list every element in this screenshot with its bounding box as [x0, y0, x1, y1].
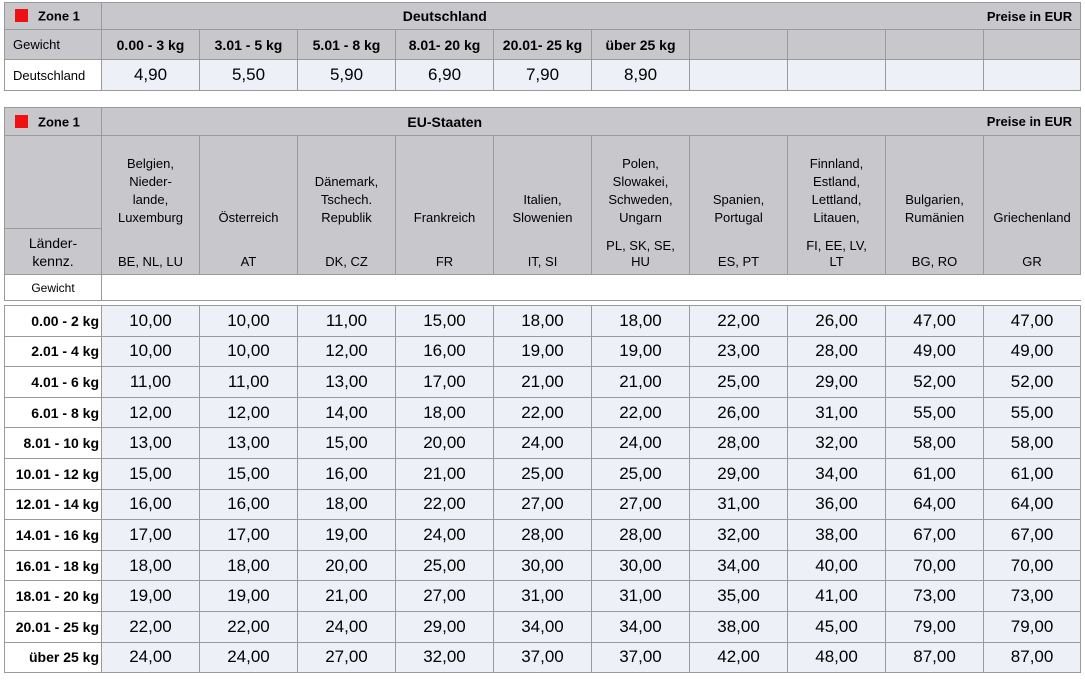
country-code-header	[886, 229, 984, 275]
empty-cell	[886, 30, 984, 60]
price-cell: 49,00	[984, 336, 1081, 367]
price-cell: 61,00	[886, 458, 984, 489]
price-cell: 64,00	[886, 489, 984, 520]
zone-marker-icon	[15, 9, 28, 22]
zone-label: Zone 1	[38, 8, 80, 24]
zone-cell	[5, 3, 102, 30]
price-cell: 58,00	[886, 428, 984, 459]
price-cell: 12,00	[200, 397, 298, 428]
empty-cell	[886, 60, 984, 91]
country-code-label-text: Länder- kennz.	[28, 234, 78, 269]
price-cell: 19,00	[298, 520, 396, 551]
weight-label: Gewicht	[5, 30, 102, 60]
price-cell: 24,00	[298, 611, 396, 642]
empty-cell	[690, 60, 788, 91]
table-row	[5, 489, 1081, 520]
empty-cell	[984, 60, 1081, 91]
price-cell: 11,00	[200, 367, 298, 398]
price-cell: 49,00	[886, 336, 984, 367]
currency-note: Preise in EUR	[788, 3, 1081, 30]
price-cell: 21,00	[298, 581, 396, 612]
price-cell: 22,00	[690, 306, 788, 337]
price-cell: 34,00	[494, 611, 592, 642]
price-cell: 31,00	[592, 581, 690, 612]
country-code-text: ES, PT	[717, 254, 760, 269]
table-row	[5, 428, 1081, 459]
country-code-header	[102, 229, 200, 275]
price-cell: 18,00	[494, 306, 592, 337]
price-cell: 73,00	[886, 581, 984, 612]
price-cell: 67,00	[886, 520, 984, 551]
price-cell: 27,00	[396, 581, 494, 612]
germany-weight-row	[5, 30, 1081, 60]
price-cell: 52,00	[984, 367, 1081, 398]
weight-header: 8.01- 20 kg	[396, 30, 494, 60]
country-name-header	[592, 136, 690, 229]
price-cell: 31,00	[788, 397, 886, 428]
price-cell: 48,00	[788, 642, 886, 673]
price-cell: 64,00	[984, 489, 1081, 520]
price-cell: 12,00	[298, 336, 396, 367]
weight-range-label: 0.00 - 2 kg	[5, 306, 102, 337]
price-cell: 40,00	[788, 550, 886, 581]
table-row	[5, 642, 1081, 673]
table-row	[5, 611, 1081, 642]
eu-country-row	[5, 136, 1081, 229]
zone-label: Zone 1	[38, 113, 80, 129]
weight-range-label: 2.01 - 4 kg	[5, 336, 102, 367]
price-cell: 24,00	[494, 428, 592, 459]
country-name-header	[788, 136, 886, 229]
empty-cell	[788, 30, 886, 60]
price-cell: 25,00	[396, 550, 494, 581]
price-cell: 18,00	[396, 397, 494, 428]
country-name-text: Bulgarien, Rumänien	[904, 191, 965, 225]
price-cell: 15,00	[200, 458, 298, 489]
weight-header: 20.01- 25 kg	[494, 30, 592, 60]
price-cell: 10,00	[102, 306, 200, 337]
price-cell: 34,00	[690, 550, 788, 581]
price-cell: 41,00	[788, 581, 886, 612]
price-cell: 22,00	[494, 397, 592, 428]
table-row	[5, 581, 1081, 612]
price-cell: 24,00	[396, 520, 494, 551]
price-cell: 28,00	[690, 428, 788, 459]
weight-range-label: 14.01 - 16 kg	[5, 520, 102, 551]
germany-price-table	[4, 2, 1081, 91]
weight-range-label: 8.01 - 10 kg	[5, 428, 102, 459]
country-name-text: Polen, Slowakei, Schweden, Ungarn	[608, 155, 673, 225]
country-code-label	[5, 229, 102, 275]
country-code-header	[690, 229, 788, 275]
price-cell: 52,00	[886, 367, 984, 398]
price-cell: 34,00	[788, 458, 886, 489]
price-cell: 38,00	[788, 520, 886, 551]
eu-price-body	[5, 306, 1081, 673]
price-cell: 73,00	[984, 581, 1081, 612]
price-cell: 25,00	[494, 458, 592, 489]
price-cell: 8,90	[592, 60, 690, 91]
eu-title: EU-Staaten	[102, 108, 788, 136]
price-cell: 26,00	[690, 397, 788, 428]
price-cell: 31,00	[690, 489, 788, 520]
country-name-text: Griechenland	[993, 209, 1071, 225]
price-cell: 13,00	[298, 367, 396, 398]
price-cell: 20,00	[298, 550, 396, 581]
price-cell: 27,00	[298, 642, 396, 673]
price-cell: 13,00	[200, 428, 298, 459]
price-cell: 70,00	[886, 550, 984, 581]
price-cell: 11,00	[298, 306, 396, 337]
country-name-header	[690, 136, 788, 229]
table-row	[5, 336, 1081, 367]
price-cell: 29,00	[396, 611, 494, 642]
price-cell: 18,00	[200, 550, 298, 581]
price-cell: 6,90	[396, 60, 494, 91]
country-name-header	[298, 136, 396, 229]
price-cell: 21,00	[494, 367, 592, 398]
price-cell: 19,00	[102, 581, 200, 612]
weight-header: 0.00 - 3 kg	[102, 30, 200, 60]
country-name-header	[102, 136, 200, 229]
country-code-text: GR	[1022, 254, 1042, 269]
country-code-text: AT	[240, 254, 257, 269]
country-code-header	[592, 229, 690, 275]
price-cell: 58,00	[984, 428, 1081, 459]
price-cell: 70,00	[984, 550, 1081, 581]
price-cell: 27,00	[592, 489, 690, 520]
price-cell: 37,00	[592, 642, 690, 673]
price-cell: 28,00	[592, 520, 690, 551]
price-cell: 38,00	[690, 611, 788, 642]
country-code-header	[200, 229, 298, 275]
price-cell: 24,00	[592, 428, 690, 459]
price-cell: 28,00	[788, 336, 886, 367]
price-cell: 45,00	[788, 611, 886, 642]
weight-header: über 25 kg	[592, 30, 690, 60]
price-cell: 15,00	[102, 458, 200, 489]
country-name-text: Belgien, Nieder- lande, Luxemburg	[117, 155, 184, 225]
price-cell: 79,00	[886, 611, 984, 642]
price-cell: 15,00	[396, 306, 494, 337]
price-cell: 22,00	[592, 397, 690, 428]
empty-cell	[984, 30, 1081, 60]
price-cell: 34,00	[592, 611, 690, 642]
price-cell: 18,00	[102, 550, 200, 581]
price-cell: 25,00	[592, 458, 690, 489]
price-cell: 29,00	[788, 367, 886, 398]
price-cell: 42,00	[690, 642, 788, 673]
country-code-text: BE, NL, LU	[117, 254, 184, 269]
price-cell: 18,00	[592, 306, 690, 337]
price-cell: 4,90	[102, 60, 200, 91]
price-cell: 24,00	[102, 642, 200, 673]
weight-range-label: 16.01 - 18 kg	[5, 550, 102, 581]
price-cell: 13,00	[102, 428, 200, 459]
price-cell: 18,00	[298, 489, 396, 520]
row-label: Deutschland	[5, 60, 102, 91]
price-cell: 61,00	[984, 458, 1081, 489]
table-row	[5, 367, 1081, 398]
eu-weight-label-row	[5, 275, 1081, 301]
country-code-header	[494, 229, 592, 275]
price-cell: 27,00	[494, 489, 592, 520]
price-cell: 26,00	[788, 306, 886, 337]
germany-header-row	[5, 3, 1081, 30]
country-code-header	[396, 229, 494, 275]
weight-range-label: 20.01 - 25 kg	[5, 611, 102, 642]
weight-range-label: über 25 kg	[5, 642, 102, 673]
price-cell: 47,00	[984, 306, 1081, 337]
currency-note: Preise in EUR	[788, 108, 1081, 136]
country-code-text: BG, RO	[911, 254, 958, 269]
price-cell: 19,00	[200, 581, 298, 612]
country-name-text: Spanien, Portugal	[712, 191, 765, 225]
country-name-header	[200, 136, 298, 229]
weight-range-label: 12.01 - 14 kg	[5, 489, 102, 520]
country-code-header	[298, 229, 396, 275]
price-cell: 28,00	[494, 520, 592, 551]
price-cell: 15,00	[298, 428, 396, 459]
price-cell: 10,00	[200, 336, 298, 367]
price-cell: 25,00	[690, 367, 788, 398]
price-cell: 17,00	[200, 520, 298, 551]
price-cell: 16,00	[396, 336, 494, 367]
country-code-text: IT, SI	[527, 254, 558, 269]
price-cell: 32,00	[690, 520, 788, 551]
country-name-text: Frankreich	[413, 209, 476, 225]
country-code-text: FI, EE, LV, LT	[806, 238, 867, 269]
empty-band	[102, 275, 1081, 301]
price-cell: 14,00	[298, 397, 396, 428]
eu-code-row	[5, 229, 1081, 275]
price-cell: 87,00	[886, 642, 984, 673]
price-cell: 11,00	[102, 367, 200, 398]
table-row	[5, 520, 1081, 551]
price-cell: 19,00	[494, 336, 592, 367]
price-cell: 79,00	[984, 611, 1081, 642]
price-cell: 17,00	[396, 367, 494, 398]
country-code-text: DK, CZ	[325, 254, 368, 269]
table-row	[5, 397, 1081, 428]
price-cell: 55,00	[886, 397, 984, 428]
country-code-text: PL, SK, SE, HU	[606, 238, 675, 269]
empty-cell	[5, 136, 102, 229]
price-cell: 30,00	[592, 550, 690, 581]
price-cell: 7,90	[494, 60, 592, 91]
price-cell: 30,00	[494, 550, 592, 581]
price-cell: 19,00	[592, 336, 690, 367]
country-name-header	[494, 136, 592, 229]
germany-title: Deutschland	[102, 3, 788, 30]
price-cell: 36,00	[788, 489, 886, 520]
price-cell: 10,00	[200, 306, 298, 337]
price-cell: 87,00	[984, 642, 1081, 673]
price-cell: 16,00	[200, 489, 298, 520]
weight-range-label: 4.01 - 6 kg	[5, 367, 102, 398]
price-cell: 32,00	[396, 642, 494, 673]
country-code-text: FR	[435, 254, 454, 269]
country-name-text: Dänemark, Tschech. Republik	[314, 173, 379, 225]
weight-range-label: 18.01 - 20 kg	[5, 581, 102, 612]
weight-header: 5.01 - 8 kg	[298, 30, 396, 60]
price-cell: 67,00	[984, 520, 1081, 551]
zone-marker-icon	[15, 115, 28, 128]
weight-range-label: 10.01 - 12 kg	[5, 458, 102, 489]
price-cell: 55,00	[984, 397, 1081, 428]
country-code-header	[788, 229, 886, 275]
weight-header: 3.01 - 5 kg	[200, 30, 298, 60]
country-code-header	[984, 229, 1081, 275]
table-row	[5, 550, 1081, 581]
weight-range-label: 6.01 - 8 kg	[5, 397, 102, 428]
price-cell: 24,00	[200, 642, 298, 673]
price-cell: 47,00	[886, 306, 984, 337]
price-cell: 37,00	[494, 642, 592, 673]
table-row	[5, 306, 1081, 337]
price-cell: 32,00	[788, 428, 886, 459]
price-cell: 5,90	[298, 60, 396, 91]
price-cell: 21,00	[592, 367, 690, 398]
eu-header-row	[5, 108, 1081, 136]
country-name-text: Österreich	[218, 209, 279, 225]
price-cell: 22,00	[396, 489, 494, 520]
eu-price-table	[4, 107, 1081, 673]
price-cell: 16,00	[102, 489, 200, 520]
price-cell: 23,00	[690, 336, 788, 367]
country-name-header	[396, 136, 494, 229]
country-name-text: Finnland, Estland, Lettland, Litauen,	[809, 155, 864, 225]
price-cell: 21,00	[396, 458, 494, 489]
price-cell: 16,00	[298, 458, 396, 489]
country-name-header	[984, 136, 1081, 229]
weight-label: Gewicht	[5, 275, 102, 301]
price-cell: 22,00	[200, 611, 298, 642]
price-cell: 20,00	[396, 428, 494, 459]
country-name-header	[886, 136, 984, 229]
empty-cell	[788, 60, 886, 91]
price-cell: 22,00	[102, 611, 200, 642]
zone-cell	[5, 108, 102, 136]
price-cell: 35,00	[690, 581, 788, 612]
price-cell: 10,00	[102, 336, 200, 367]
country-name-text: Italien, Slowenien	[512, 191, 573, 225]
price-cell: 5,50	[200, 60, 298, 91]
empty-cell	[690, 30, 788, 60]
price-cell: 12,00	[102, 397, 200, 428]
price-cell: 29,00	[690, 458, 788, 489]
table-row	[5, 458, 1081, 489]
germany-price-row	[5, 60, 1081, 91]
price-cell: 17,00	[102, 520, 200, 551]
price-cell: 31,00	[494, 581, 592, 612]
